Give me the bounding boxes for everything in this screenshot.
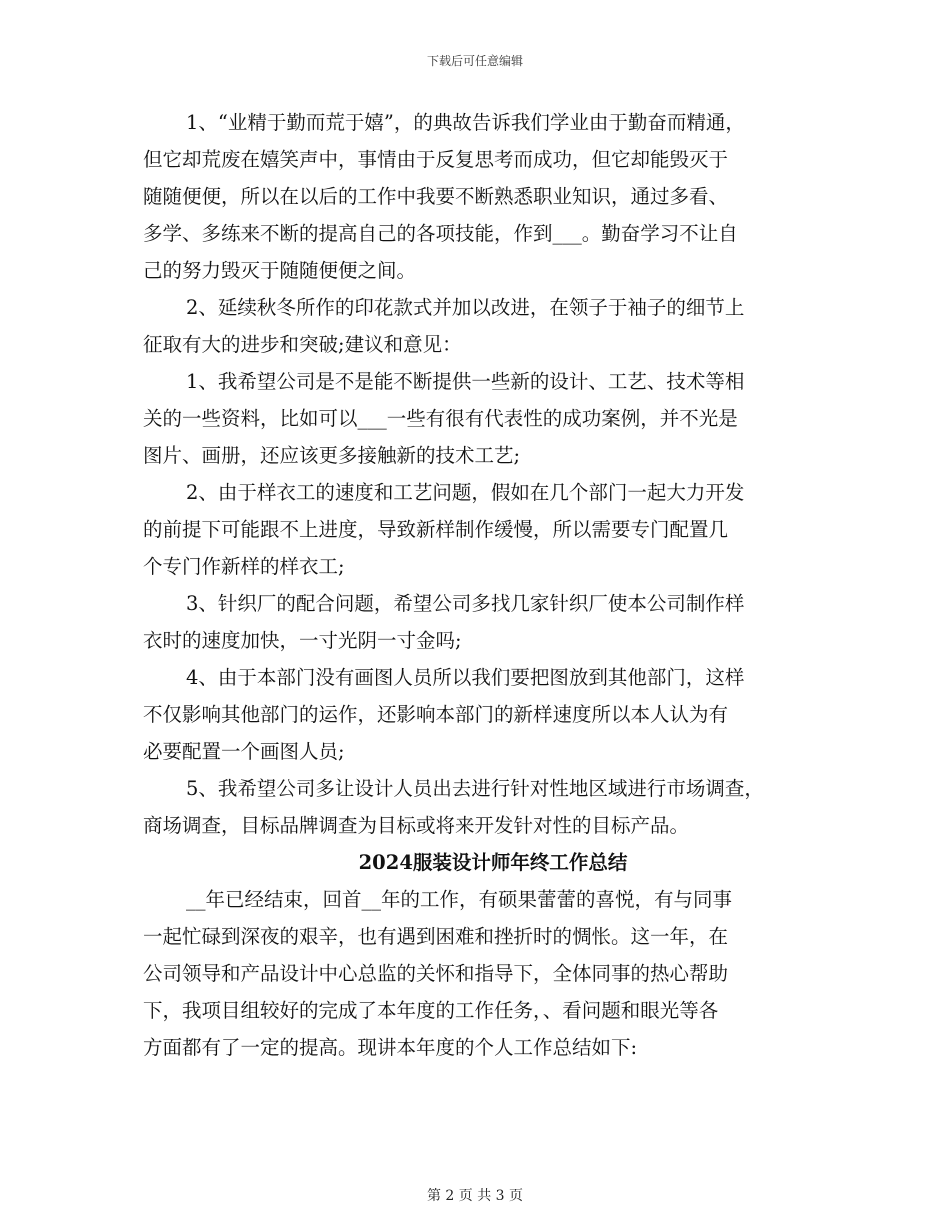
text-line: 下，我项目组较好的完成了本年度的工作任务，、看问题和眼光等各 bbox=[143, 999, 719, 1022]
page-header: 下载后可任意编辑 bbox=[426, 54, 523, 68]
paragraph bbox=[143, 770, 823, 844]
text-line: 的前提下可能跟不上进度，导致新样制作缓慢，所以需要专门配置几 bbox=[143, 518, 729, 541]
section-title: 2024服装设计师年终工作总结 bbox=[358, 851, 628, 874]
bottom-paragraphs bbox=[143, 881, 823, 1066]
text-line: 3、针织厂的配合问题，希望公司多找几家针织厂使本公司制作样 bbox=[186, 592, 745, 615]
text-line: 4、由于本部门没有画图人员所以我们要把图放到其他部门，这样 bbox=[186, 666, 745, 689]
text-line: 个专门作新样的样衣工; bbox=[143, 555, 345, 578]
text-line: 1、“业精于勤而荒于嬉”，的典故告诉我们学业由于勤奋而精通， bbox=[186, 111, 745, 134]
text-line: 己的努力毁灭于随随便便之间。 bbox=[143, 259, 417, 282]
paragraph bbox=[143, 585, 823, 659]
paragraph bbox=[143, 104, 823, 289]
text-line: 2、延续秋冬所作的印花款式并加以改进，在领子于袖子的细节上 bbox=[186, 296, 745, 319]
text-line: 多学、多练来不断的提高自己的各项技能，作到___。勤奋学习不让自 bbox=[143, 222, 738, 245]
text-line: 1、我希望公司是不是能不断提供一些新的设计、工艺、技术等相 bbox=[186, 370, 745, 393]
text-line: 随随便便，所以在以后的工作中我要不断熟悉职业知识，通过多看、 bbox=[143, 185, 729, 208]
paragraph bbox=[143, 363, 823, 474]
page-footer: 第 2 页 共 3 页 bbox=[426, 1188, 524, 1204]
text-line: 商场调查，目标品牌调查为目标或将来开发针对性的目标产品。 bbox=[143, 814, 690, 837]
text-line: 方面都有了一定的提高。现讲本年度的个人工作总结如下: bbox=[143, 1036, 638, 1059]
text-line: 一起忙碌到深夜的艰辛，也有遇到困难和挫折时的惆怅。这一年，在 bbox=[143, 925, 729, 948]
text-line: 5、我希望公司多让设计人员出去进行针对性地区域进行市场调查， bbox=[186, 777, 764, 800]
text-line: 公司领导和产品设计中心总监的关怀和指导下，全体同事的热心帮助 bbox=[143, 962, 729, 985]
text-line: 图片、画册，还应该更多接触新的技术工艺; bbox=[143, 444, 521, 467]
text-line: 不仅影响其他部门的运作，还影响本部门的新样速度所以本人认为有 bbox=[143, 703, 729, 726]
paragraph bbox=[143, 289, 823, 363]
text-line: 衣时的速度加快，一寸光阴一寸金吗; bbox=[143, 629, 462, 652]
text-line: 关的一些资料，比如可以___一些有很有代表性的成功案例，并不光是 bbox=[143, 407, 738, 430]
paragraph bbox=[143, 881, 823, 1066]
top-paragraphs bbox=[143, 104, 823, 844]
text-line: 征取有大的进步和突破;建议和意见： bbox=[143, 333, 462, 356]
paragraph bbox=[143, 659, 823, 770]
document-body bbox=[143, 104, 823, 1066]
text-line: 2、由于样衣工的速度和工艺问题，假如在几个部门一起大力开发 bbox=[186, 481, 745, 504]
paragraph bbox=[143, 474, 823, 585]
text-line: 必要配置一个画图人员; bbox=[143, 740, 345, 763]
text-line: 但它却荒废在嬉笑声中，事情由于反复思考而成功，但它却能毁灭于 bbox=[143, 148, 729, 171]
text-line: __年已经结束，回首__年的工作，有硕果蕾蕾的喜悦，有与同事 bbox=[186, 888, 733, 911]
